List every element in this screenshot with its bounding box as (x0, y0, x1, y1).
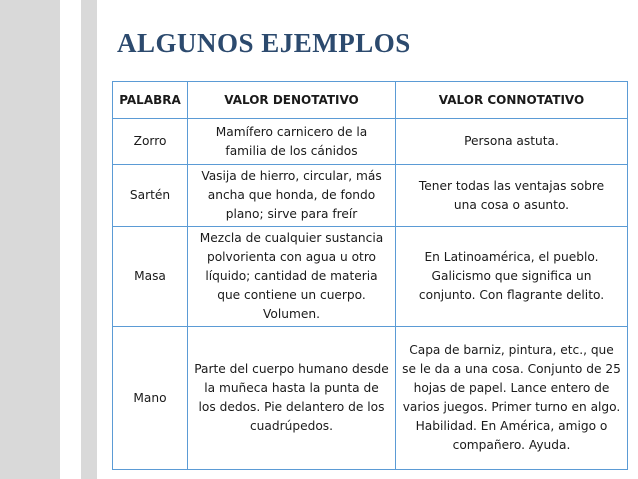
examples-table (112, 81, 628, 470)
decorative-side-bar (0, 0, 60, 479)
table-row (113, 165, 628, 227)
slide-title: ALGUNOS EJEMPLOS (117, 28, 411, 58)
connotative-cell: En Latinoamérica, el pueblo. Galicismo que significa un conjunto. Con flagrante delito. (396, 227, 628, 327)
denotative-cell: Mezcla de cualquier sustancia polvorienta con agua u otro líquido; cantidad de materia que contiene un cuerpo. Volumen. (188, 227, 396, 327)
table-header-row (113, 82, 628, 119)
decorative-side-stripe (81, 0, 97, 479)
header-valor-denotativo: VALOR DENOTATIVO (188, 82, 396, 119)
word-cell: Masa (113, 227, 188, 327)
table-row (113, 327, 628, 470)
word-cell: Zorro (113, 119, 188, 165)
denotative-cell: Parte del cuerpo humano desde la muñeca hasta la punta de los dedos. Pie delantero de los cuadrúpedos. (188, 327, 396, 470)
table-row (113, 227, 628, 327)
table-row (113, 119, 628, 165)
connotative-cell: Persona astuta. (396, 119, 628, 165)
header-palabra: PALABRA (113, 82, 188, 119)
connotative-cell: Capa de barniz, pintura, etc., que se le da a una cosa. Conjunto de 25 hojas de papel. Lance entero de varios juegos. Primer turno en algo. Habilidad. En América, amigo o compañero. Ayuda. (396, 327, 628, 470)
denotative-cell: Vasija de hierro, circular, más ancha que honda, de fondo plano; sirve para freír (188, 165, 396, 227)
word-cell: Sartén (113, 165, 188, 227)
denotative-cell: Mamífero carnicero de la familia de los cánidos (188, 119, 396, 165)
connotative-cell: Tener todas las ventajas sobre una cosa o asunto. (396, 165, 628, 227)
header-valor-connotativo: VALOR CONNOTATIVO (396, 82, 628, 119)
word-cell: Mano (113, 327, 188, 470)
